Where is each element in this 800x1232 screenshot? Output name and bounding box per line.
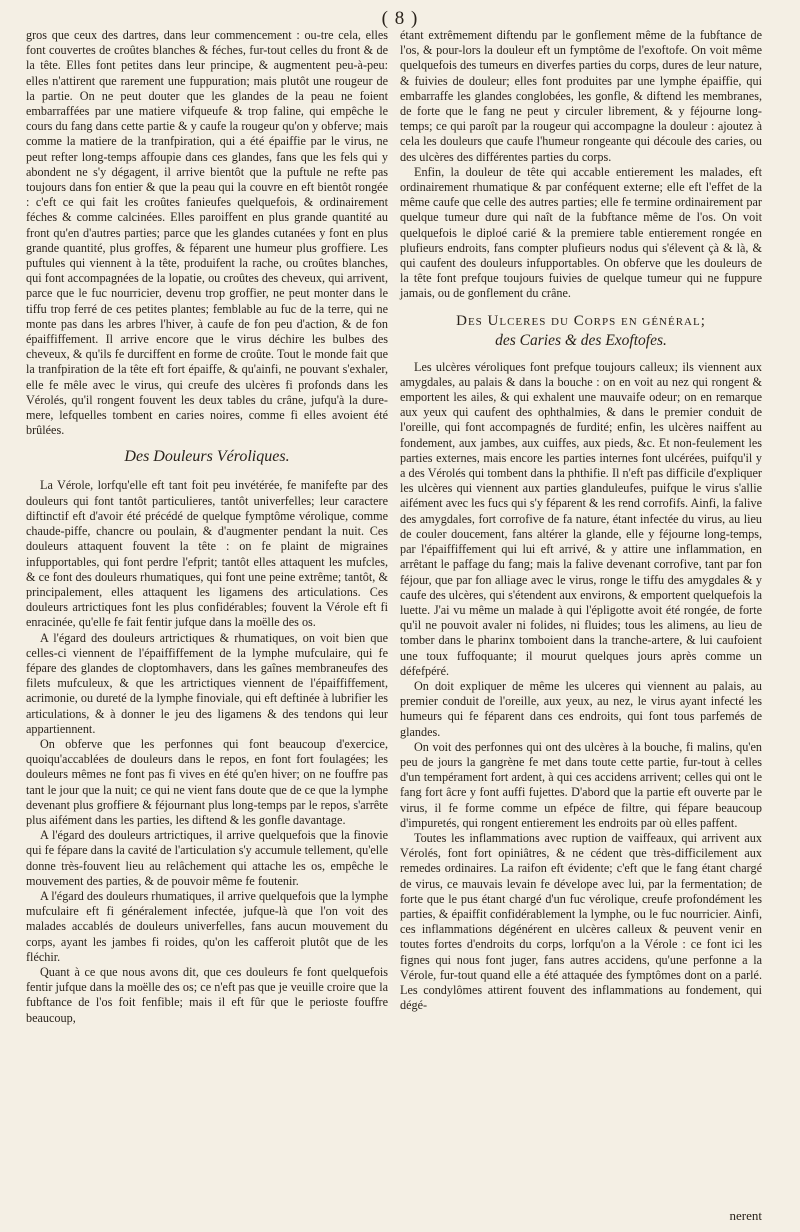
paragraph: Enfin, la douleur de tête qui accable entierement les malades, eft ordinairement rhumatique & par conféquent externe; elle eft l'effet de la même caufe que celle des autres parties; elle fe termine ordinairement par quelque tumeur dure qui naît de la fubftance même de l'os. On voit quelquefois le diploé carié & la premiere table entierement rongée en plufieurs endroits, fans compter plufieurs nodus qui s'élevent çà & là, & qui caufent des douleurs infupportables. On obferve que les douleurs de la tête font prefque toujours fuivies de quelque tumeur qui ne fuppure jamais, ou de gonflement du crâne. — [400, 164, 762, 301]
paragraph: Les ulcères véroliques font prefque toujours calleux; ils viennent aux amygdales, au palais & dans la bouche : on en voit au nez qui rongent & emportent les ailes, & qui exhalent une mauvaife odeur; on en remarque aux yeux qui caufent des ophthalmies, & dans le premier conduit de l'oreille, qui font accompagnés de furdité; enfin, les ulcères naiffent au fondement, aux jambes, aux cuiffes, aux pieds, &c. Et non-feulement les parties externes, mais encore les parties internes font ulcérées, puifqu'il y a des Vérolés qui tombent dans la phthifie. Il n'eft pas difficile d'expliquer les ulcères qui viennent aux parties glanduleufes, puifque le virus s'allie aifément avec les fucs qui s'y féparent & les rend corrofifs. Ainfi, la falive des amygdales, fort corrofive de fa nature, étant infectée du virus, au lieu de couler doucement, fans altérer la glande, elle y féjourne long-temps, par l'épaiffiffement qui lui eft arrivé, & y attire une inflammation, en arrêtant le paffage du fang; mais la falive devenant corrofive, tant par fon féjour, que par fon alliage avec le virus, ronge le tiffu des amygdales & y caufe des ulcères, qui s'étendent aux environs, & emportent quelquefois la luette. J'ai vu même un malade à qui l'épligotte avoit été rongée, de forte qu'il ne pouvoit avaler ni folides, ni fluides; tous les alimens, au lieu de tomber dans le pharinx tomboient dans la tranche-artere, & lui caufoient une toux fuffoquante; il mourut quelques jours après comme un défefpéré. — [400, 359, 762, 678]
paragraph: A l'égard des douleurs artrictiques & rhumatiques, on voit bien que celles-ci viennent de l'épaiffiffement de la lymphe mufculaire, qui fe fépare des glandes de cloptomhavers, dans les gaînes membraneufes des filets mufculeux, & que les artrictiques viennent de l'épaiffiffement, acrimonie, ou dureté de la lymphe finoviale, qui eft deftinée à lubrifier les articulations, & à donner le jeu des ligamens & des tendons qui leur appartiennent. — [26, 630, 388, 736]
page-number: ( 8 ) — [381, 8, 419, 29]
section-heading-ulceres: Des Ulceres du Corps en général; — [456, 312, 706, 329]
paragraph: On doit expliquer de même les ulceres qui viennent au palais, au premier conduit de l'oreille, aux yeux, au nez, le virus ayant infecté les humeurs qui fe féparent dans ces endroits, qui font tous parfemés de glandes. — [400, 678, 762, 739]
left-column — [26, 28, 388, 1026]
paragraph: étant extrêmement diftendu par le gonflement même de la fubftance de l'os, & pour-lors la douleur eft un fymptôme de l'exoftofe. On voit même quelquefois des tumeurs en diverfes parties du corps, dures de leur nature, & fuivies de douleur; elles font produites par une lymphe épaiffie, qui embarraffe les glandes conglobées, les gonfle, & diftend les membranes, de forte que le fang ne peut y circuler librement, & y féjourne long-temps; ce qui paroît par la rougeur qui accompagne la douleur : ajoutez à cela les douleurs que caufe l'humeur rongeante qui découle des caries, ou des ulcères des différentes parties du corps. — [400, 28, 762, 164]
catchword: nerent — [729, 1208, 762, 1223]
paragraph: On obferve que les perfonnes qui font beaucoup d'exercice, quoiqu'accablées de douleurs dans le repos, en font fort foulagées; les douleurs mêmes ne font pas fi vives en été qu'en hiver; on ne fouffre pas tant le jour que la nuit; ce qui ne vient fans doute que de ce que la lymphe devenant plus groffiere & féjournant plus long-temps par le repos, s'arrête plus aifément dans les parties, les diftend & les gonfle davantage. — [26, 736, 388, 827]
paragraph: La Vérole, lorfqu'elle eft tant foit peu invétérée, fe manifefte par des douleurs qui font tantôt particulieres, tantôt univerfelles; leur caractere diftinctif eft d'avoir été précédé de quelque fymptôme vérolique, comme chaude-piffe, chancre ou poulain, & d'augmenter pendant la nuit. Ces douleurs attaquent fouvent la tête : on fe plaint de migraines infupportables, qui font perdre l'efprit; tantôt elles attaquent les mufcles, & ce font des douleurs rhumatiques, qui font une peine extrême; tantôt, & principalement, elles attaquent les ligamens des articulations. Ces douleurs artrictiques font les plus confidérables; fouvent la Vérole eft fi enracinée, qu'elle fe fait fentir jufque dans la moëlle des os. — [26, 478, 388, 630]
right-column — [400, 28, 762, 1013]
paragraph: Toutes les inflammations avec ruption de vaiffeaux, qui arrivent aux Vérolés, font fort opiniâtres, & ne cédent que très-difficilement aux remedes ordinaires. La raifon eft évidente; c'eft que le fang étant chargé de virus, ce mauvais levain fe dévelope avec lui, par la fermentation; de forte que le pus étant chargé d'un fuc vérolique, creufe profondément les parties, & épaiffit confidérablement la lymphe, ou le fuc nourricier. Ainfi, ces inflammations dégénérent en ulcères calleux & peuvent venir en toutes fortes d'endroits du corps, lorfqu'on a la Vérole : ce font ici les fignes qui nous font juger, fans autres accidens, qu'une perfonne a la Vérole, fur-tout quand elle a été attaquée des fymptômes dont on a parlé. Les condylômes attirent fouvent des inflammations au fondement, qui dégé- — [400, 830, 762, 1013]
paragraph: Quant à ce que nous avons dit, que ces douleurs fe font quelquefois fentir jufque dans la moëlle des os; ce n'eft pas que je veuille croire que la fubftance de l'os foit fenfible; mais il eft fûr que le perioste fouffre beaucoup, — [26, 964, 388, 1025]
section-subheading-caries: des Caries & des Exoftofes. — [495, 331, 667, 349]
section-heading-douleurs: Des Douleurs Véroliques. — [124, 448, 290, 466]
paragraph: A l'égard des douleurs rhumatiques, il arrive quelquefois que la lymphe mufculaire eft fi généralement infectée, jufque-là que l'on voit des malades accablés de douleurs univerfelles, fans aucun mouvement du corps, ayant les jambes fi roides, qu'on les cafferoit plutôt que de les fléchir. — [26, 888, 388, 964]
paragraph: A l'égard des douleurs artrictiques, il arrive quelquefois que la finovie qui fe fépare dans la cavité de l'articulation s'y accumule tellement, qu'elle donne très-fouvent lieu au relâchement qui attache les os, empêche le mouvement des parties, & de pouvoir même fe foutenir. — [26, 828, 388, 888]
paragraph: gros que ceux des dartres, dans leur commencement : ou-tre cela, elles font couvertes de croûtes blanches & féches, fur-tout celles du front & de la tête. Elles font petites dans leur principe, & augmentent peu-à-peu: elles n'attirent que rarement une fuppuration; mais plutôt une rougeur de la partie. On ne peut douter que les glandes de la peau ne foient embarraffées par une matiere vifqueufe & trop faline, qui empêche le cours du fang dans cette partie & y caufe la rougeur qu'on y obferve; mais comme la matiere de la tranfpiration, qui a été épaiffie par le virus, ne peut refter long-temps affoupie dans ces glandes, fans que les fels qui y abondent ne s'y dégagent, il arrive bientôt que la puftule ne refte pas toujours dans fon entier & que la peau qui la couvre en eft bientôt rongée : c'eft ce qui fait les croûtes fanieufes quelquefois, & ordinairement féches & comme calcinées. Elles paroiffent en plus grande quantité au front qu'en d'autres parties; parce que les glandes cutanées y font en plus grande quantité, plus groffes, & féparent une humeur plus groffiere. Les puftules qui viennent à la tête, produifent la rache, ou croûtes blanches, qui font accompagnées de la lopatie, ou croûtes des cheveux, qui arrivent, parce que le fuc nourricier, devenu trop groffier, ne peut monter dans le tiffu trop ferré de ces petites plantes; femblable au fuc de la terre, qui ne monte pas dans les arbres l'hiver, à caufe de fon peu d'action, & de fon épaiffiffement. Il arrive encore que le virus déchire les bulbes des cheveux, & qu'ils fe durciffent en forme de croûte. Tout le monde fait que la tranfpiration de la tête eft fort épaiffe, & qu'ainfi, ne pouvant s'exhaler, elle fe mêle avec le virus, qui creufe des ulcères fi profonds dans les Vérolés, qu'il rongent fouvent les deux tables du crâne, jufqu'à la dure-mere, lefquelles tombent en caries noires, comme fi elles avoient été brûlées. — [26, 28, 388, 438]
paragraph: On voit des perfonnes qui ont des ulcères à la bouche, fi malins, qu'en peu de jours la gangrène fe met dans toute cette partie, fur-tout à celles d'un tempérament fort ardent, à qui ces accidens arrivent; celles qui ont le fang fort âcre y font auffi fujettes. D'abord que la partie eft ouverte par le virus, il fe forme comme un efpéce de filtre, qui fépare beaucoup d'impuretés, qui rongent entierement les endroits par où elles paffent. — [400, 739, 762, 830]
